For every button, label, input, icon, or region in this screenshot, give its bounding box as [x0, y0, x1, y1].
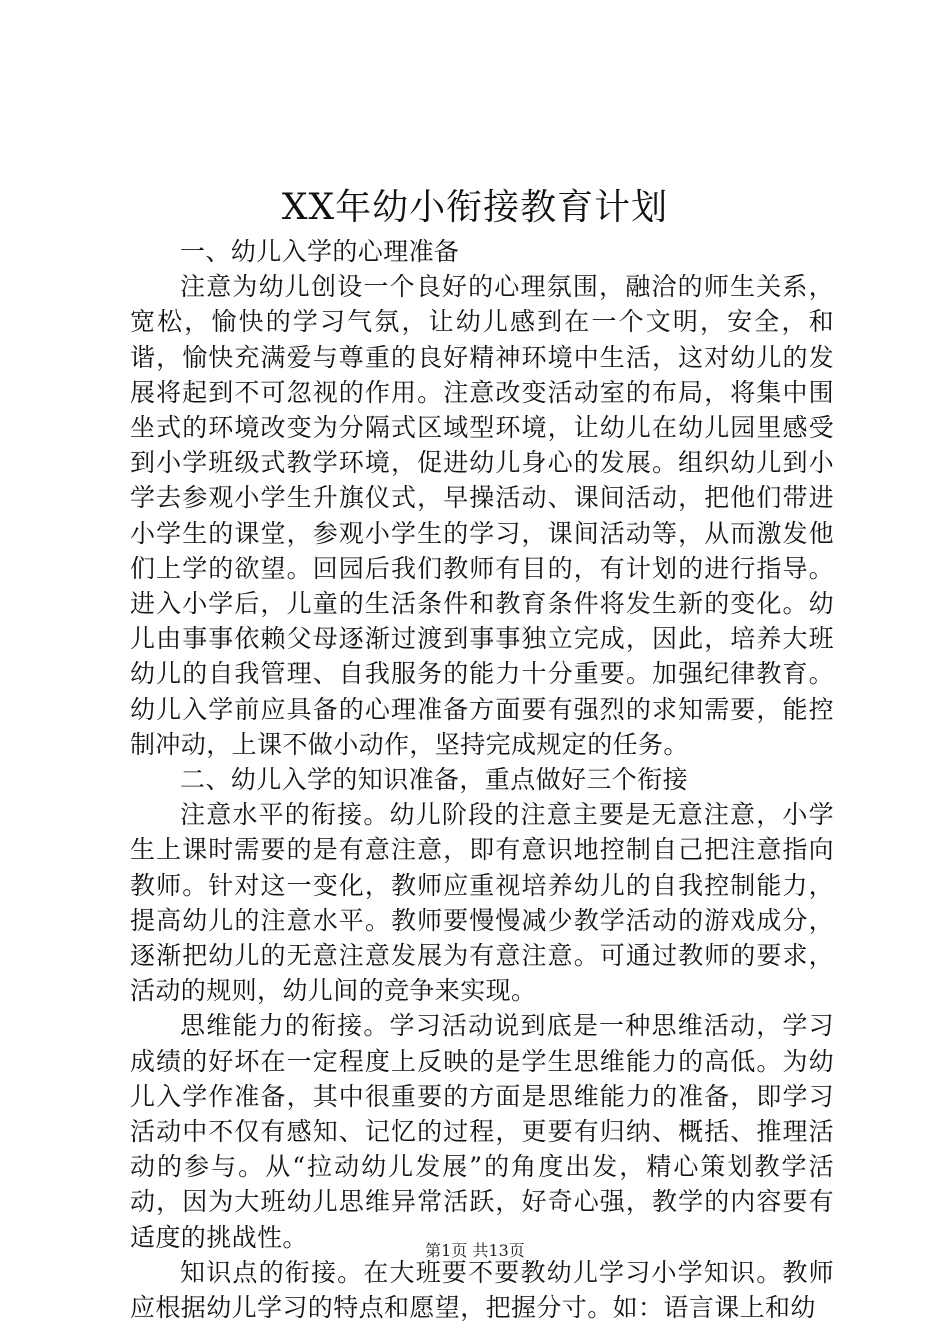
body-paragraph-knowledge: 知识点的衔接。在大班要不要教幼儿学习小学知识。教师应根据幼儿学习的特点和愿望，把握分寸。如：语言课上和幼	[130, 1257, 834, 1323]
page-number-footer: 第1页 共13页	[425, 1241, 525, 1260]
section-heading-2: 二、幼儿入学的知识准备，重点做好三个衔接	[180, 765, 689, 795]
section-heading-1: 一、幼儿入学的心理准备	[180, 237, 460, 266]
body-paragraph-thinking: 思维能力的衔接。学习活动说到底是一种思维活动，学习成绩的好坏在一定程度上反映的是学生思维能力的高低。为幼儿入学作准备，其中很重要的方面是思维能力的准备，即学习活动中不仅有感知、记忆的过程，更要有归纳、概括、推理活动的参与。从“拉动幼儿发展”的角度出发，精心策划教学活动，因为大班幼儿思维异常活跃，好奇心强，教学的内容要有适度的挑战性。	[130, 1011, 834, 1252]
document-body	[130, 234, 834, 1325]
body-paragraph-1: 注意为幼儿创设一个良好的心理氛围，融洽的师生关系，宽松，愉快的学习气氛，让幼儿感到在一个文明，安全，和谐，愉快充满爱与尊重的良好精神环境中生活，这对幼儿的发展将起到不可忽视的作用。注意改变活动室的布局，将集中围坐式的环境改变为分隔式区域型环境，让幼儿在幼儿园里感受到小学班级式教学环境，促进幼儿身心的发展。组织幼儿到小学去参观小学生升旗仪式，早操活动、课间活动，把他们带进小学生的课堂，参观小学生的学习，课间活动等，从而激发他们上学的欲望。回园后我们教师有目的，有计划的进行指导。进入小学后，儿童的生活条件和教育条件将发生新的变化。幼儿由事事依赖父母逐渐过渡到事事独立完成，因此，培养大班幼儿的自我管理、自我服务的能力十分重要。加强纪律教育。幼儿入学前应具备的心理准备方面要有强烈的求知需要，能控制冲动，上课不做小动作，坚持完成规定的任务。	[130, 272, 834, 759]
body-paragraph-attention: 注意水平的衔接。幼儿阶段的注意主要是无意注意，小学生上课时需要的是有意注意，即有意识地控制自己把注意指向教师。针对这一变化，教师应重视培养幼儿的自我控制能力，提高幼儿的注意水平。教师要慢慢减少教学活动的游戏成分，逐渐把幼儿的无意注意发展为有意注意。可通过教师的要求，活动的规则，幼儿间的竞争来实现。	[130, 800, 834, 1006]
document-title: XX年幼小衔接教育计划	[281, 187, 669, 228]
